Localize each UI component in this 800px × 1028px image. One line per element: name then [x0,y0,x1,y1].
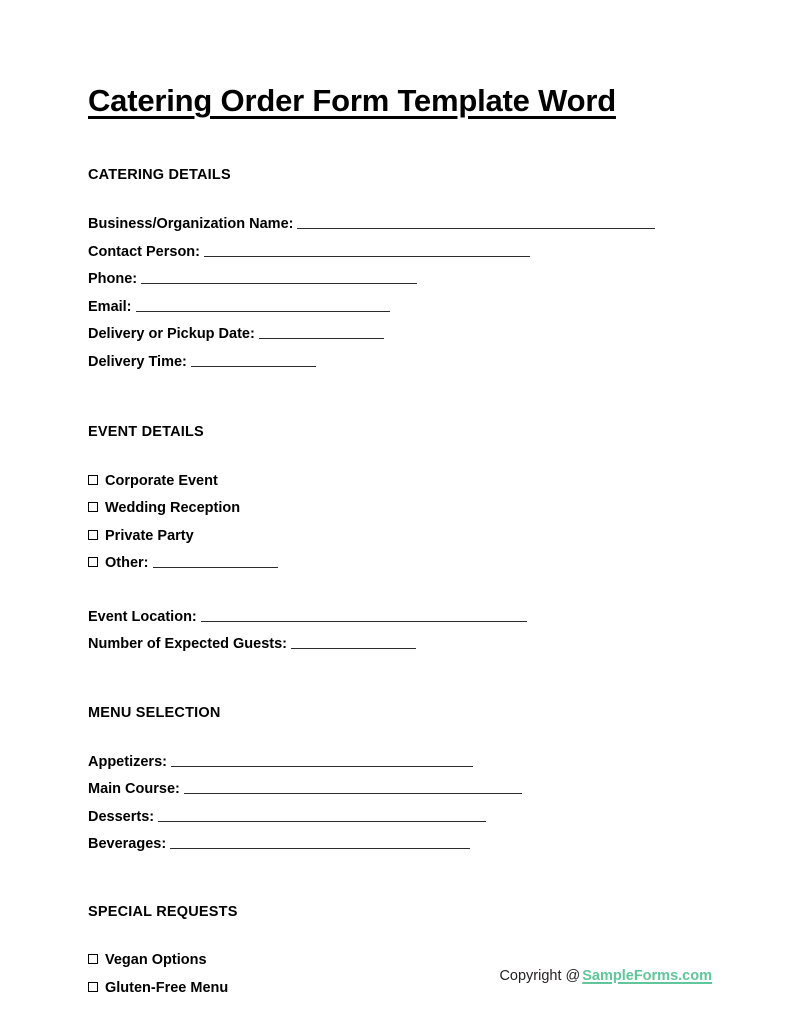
field-blank-contact-person[interactable] [204,243,530,257]
page-title: Catering Order Form Template Word [88,83,616,118]
section-heading-catering-details: CATERING DETAILS [88,166,231,183]
field-blank-delivery-pickup-date[interactable] [259,325,384,339]
checkbox-label-wedding-reception: Wedding Reception [105,500,241,516]
event-type-checkbox-group [88,468,712,578]
field-blank-beverages[interactable] [170,835,470,849]
checkbox-icon-vegan-options[interactable] [88,954,98,964]
checkbox-row-private-party[interactable] [88,523,712,551]
field-label-beverages: Beverages: [88,836,167,853]
field-label-desserts: Desserts: [88,808,155,825]
field-label-delivery-pickup-date: Delivery or Pickup Date: [88,326,255,343]
field-label-contact-person: Contact Person: [88,243,200,260]
checkbox-label-private-party: Private Party [105,527,194,544]
checkbox-icon-gluten-free-menu[interactable] [88,982,98,992]
field-label-business-name: Business/Organization Name: [88,216,294,233]
field-blank-other-event-type[interactable] [153,554,278,568]
field-blank-delivery-time[interactable] [191,353,316,367]
section-heading-special-requests: SPECIAL REQUESTS [88,903,238,920]
field-row-contact-person [88,239,712,267]
field-blank-business-name[interactable] [297,215,655,229]
field-label-phone: Phone: [88,271,138,288]
checkbox-icon-other[interactable] [88,557,98,567]
checkbox-icon-corporate-event[interactable] [88,475,98,485]
field-blank-phone[interactable] [141,270,417,284]
field-label-appetizers: Appetizers: [88,753,167,770]
field-row-appetizers [88,749,712,777]
checkbox-row-wedding-reception[interactable] [88,495,712,523]
field-blank-expected-guests[interactable] [291,635,416,649]
footer-copyright [499,968,712,985]
field-row-business-name [88,211,712,239]
section-heading-event-details: EVENT DETAILS [88,424,204,441]
field-row-main-course [88,776,712,804]
copyright-text: Copyright @ [499,967,581,984]
sampleforms-link[interactable]: SampleForms.com [582,967,712,984]
field-blank-email[interactable] [136,298,390,312]
field-label-email: Email: [88,298,132,315]
section-heading-menu-selection: MENU SELECTION [88,704,221,721]
menu-selection-fields [88,749,712,859]
field-row-phone [88,266,712,294]
field-row-desserts [88,804,712,832]
field-row-delivery-time [88,349,712,377]
checkbox-icon-private-party[interactable] [88,530,98,540]
field-label-main-course: Main Course: [88,781,180,798]
field-row-email [88,294,712,322]
checkbox-row-corporate-event[interactable] [88,468,712,496]
field-label-event-location: Event Location: [88,608,197,625]
catering-details-fields [88,211,712,376]
field-label-expected-guests: Number of Expected Guests: [88,636,288,652]
checkbox-label-corporate-event: Corporate Event [105,472,218,489]
event-details-fields [88,604,712,659]
field-blank-appetizers[interactable] [171,753,473,767]
checkbox-icon-wedding-reception[interactable] [88,502,98,512]
field-label-delivery-time: Delivery Time: [88,353,187,370]
checkbox-label-gluten-free-menu: Gluten-Free Menu [105,979,229,996]
field-blank-event-location[interactable] [201,608,527,622]
field-row-event-location [88,604,712,632]
checkbox-row-other[interactable] [88,550,712,578]
field-row-beverages [88,831,712,859]
field-blank-main-course[interactable] [184,780,522,794]
checkbox-label-vegan-options: Vegan Options [105,952,207,969]
field-row-expected-guests [88,631,712,659]
field-row-delivery-pickup-date [88,321,712,349]
field-blank-desserts[interactable] [158,808,486,822]
checkbox-label-other: Other: [105,555,149,571]
